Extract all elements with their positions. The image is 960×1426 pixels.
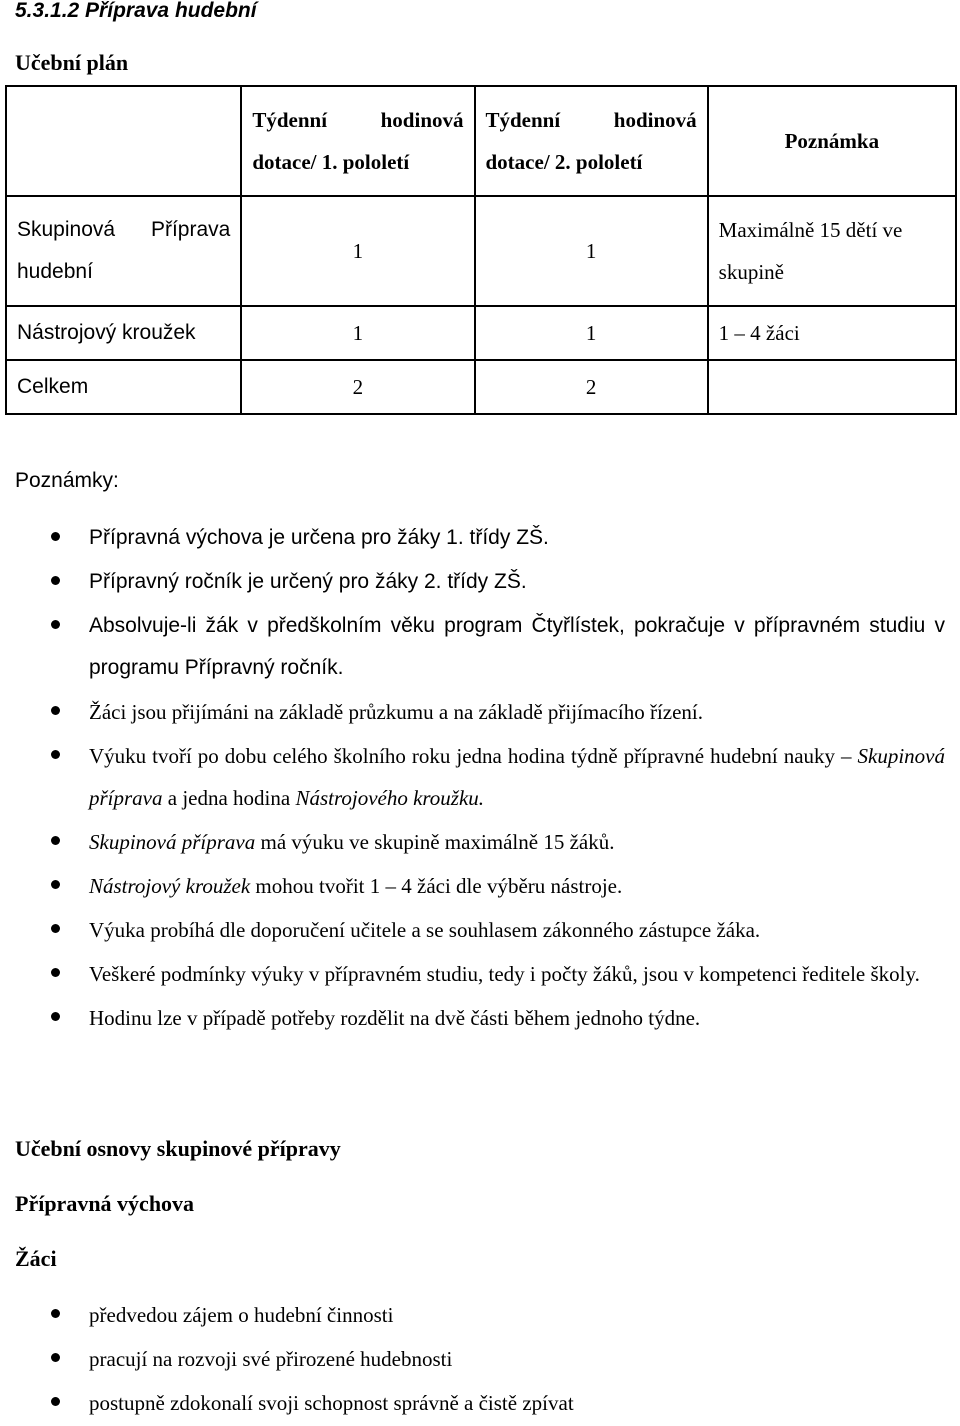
list-item xyxy=(0,735,960,819)
bullet-icon xyxy=(51,924,60,933)
row-note: Maximálně 15 dětí ve skupině xyxy=(708,196,956,306)
pupil-goal-text: předvedou zájem o hudební činnosti xyxy=(89,1303,394,1327)
table-row xyxy=(6,196,956,306)
header-note: Poznámka xyxy=(708,86,956,196)
row-semester-2-hours: 2 xyxy=(475,360,708,414)
list-item xyxy=(0,691,960,733)
note-text: Žáci jsou přijímáni na základě průzkumu a na základě přijímacího řízení. xyxy=(89,700,704,724)
pupil-goal-text: pracují na rozvoji své přirozené hudebnosti xyxy=(89,1347,453,1371)
note-text: Veškeré podmínky výuky v přípravném studiu, tedy i počty žáků, jsou v kompetenci ředitele školy. xyxy=(89,962,920,986)
list-item xyxy=(0,865,960,907)
row-semester-1-hours: 1 xyxy=(241,306,474,360)
bullet-icon xyxy=(51,836,60,845)
bullet-icon xyxy=(51,620,60,629)
notes-heading: Poznámky: xyxy=(15,469,119,492)
bullet-icon xyxy=(51,1353,60,1362)
plan-heading: Učební plán xyxy=(15,50,129,75)
list-item xyxy=(0,561,960,603)
notes-list xyxy=(0,517,960,1041)
note-text: a jedna hodina xyxy=(162,786,296,810)
list-item xyxy=(0,1382,960,1424)
row-semester-2-hours: 1 xyxy=(475,306,708,360)
row-semester-1-hours: 1 xyxy=(241,196,474,306)
header-semester-1: Týdenní hodinová dotace/ 1. pololetí xyxy=(241,86,474,196)
row-note xyxy=(708,360,956,414)
row-semester-2-hours: 1 xyxy=(475,196,708,306)
list-item xyxy=(0,909,960,951)
list-item xyxy=(0,1294,960,1336)
bullet-icon xyxy=(51,1309,60,1318)
note-text: Přípravná výchova je určena pro žáky 1. třídy ZŠ. xyxy=(89,526,549,549)
row-subject-name: Nástrojový kroužek xyxy=(6,306,241,360)
pupil-goal-text: postupně zdokonalí svoji schopnost správně a čistě zpívat xyxy=(89,1391,574,1415)
list-item xyxy=(0,517,960,559)
table-row xyxy=(6,360,956,414)
pupils-heading: Žáci xyxy=(15,1246,57,1271)
note-text: má výuku ve skupině maximálně 15 žáků. xyxy=(255,830,615,854)
row-subject-name: Celkem xyxy=(6,360,241,414)
note-text: Výuku tvoří po dobu celého školního roku jedna hodina týdně přípravné hudební nauky – xyxy=(89,744,858,768)
note-text: Přípravný ročník je určený pro žáky 2. třídy ZŠ. xyxy=(89,570,527,593)
row-note: 1 – 4 žáci xyxy=(708,306,956,360)
bullet-icon xyxy=(51,576,60,585)
bullet-icon xyxy=(51,880,60,889)
list-item xyxy=(0,997,960,1039)
note-italic-term: Skupinová příprava xyxy=(89,830,256,854)
curriculum-heading: Učební osnovy skupinové přípravy xyxy=(15,1136,341,1161)
note-text: Výuka probíhá dle doporučení učitele a se souhlasem zákonného zástupce žáka. xyxy=(89,918,761,942)
list-item xyxy=(0,605,960,689)
row-semester-1-hours: 2 xyxy=(241,360,474,414)
bullet-icon xyxy=(51,532,60,541)
bullet-icon xyxy=(51,1397,60,1406)
list-item xyxy=(0,1338,960,1380)
note-text: mohou tvořit 1 – 4 žáci dle výběru nástroje. xyxy=(250,874,623,898)
list-item xyxy=(0,821,960,863)
bullet-icon xyxy=(51,1012,60,1021)
table-header-empty-cell xyxy=(6,86,241,196)
bullet-icon xyxy=(51,750,60,759)
note-italic-term: Nástrojový kroužek xyxy=(89,874,251,898)
list-item xyxy=(0,953,960,995)
note-text: Hodinu lze v případě potřeby rozdělit na dvě části během jednoho týdne. xyxy=(89,1006,701,1030)
note-italic-term: Nástrojového kroužku. xyxy=(295,786,485,810)
note-text: Absolvuje-li žák v předškolním věku program Čtyřlístek, pokračuje v přípravném studiu v programu Přípravný ročník. xyxy=(89,614,945,679)
table-row xyxy=(6,306,956,360)
bullet-icon xyxy=(51,706,60,715)
note-italic-term: Skupinová příprava xyxy=(89,744,945,810)
subheading: Přípravná výchova xyxy=(15,1191,195,1216)
section-title: 5.3.1.2 Příprava hudební xyxy=(15,0,257,22)
header-semester-2: Týdenní hodinová dotace/ 2. pololetí xyxy=(475,86,708,196)
pupils-list xyxy=(0,1294,960,1426)
study-plan-table xyxy=(5,85,957,415)
table-header-row xyxy=(6,86,956,196)
row-subject-name: Skupinová Příprava hudební xyxy=(6,196,241,306)
bullet-icon xyxy=(51,968,60,977)
